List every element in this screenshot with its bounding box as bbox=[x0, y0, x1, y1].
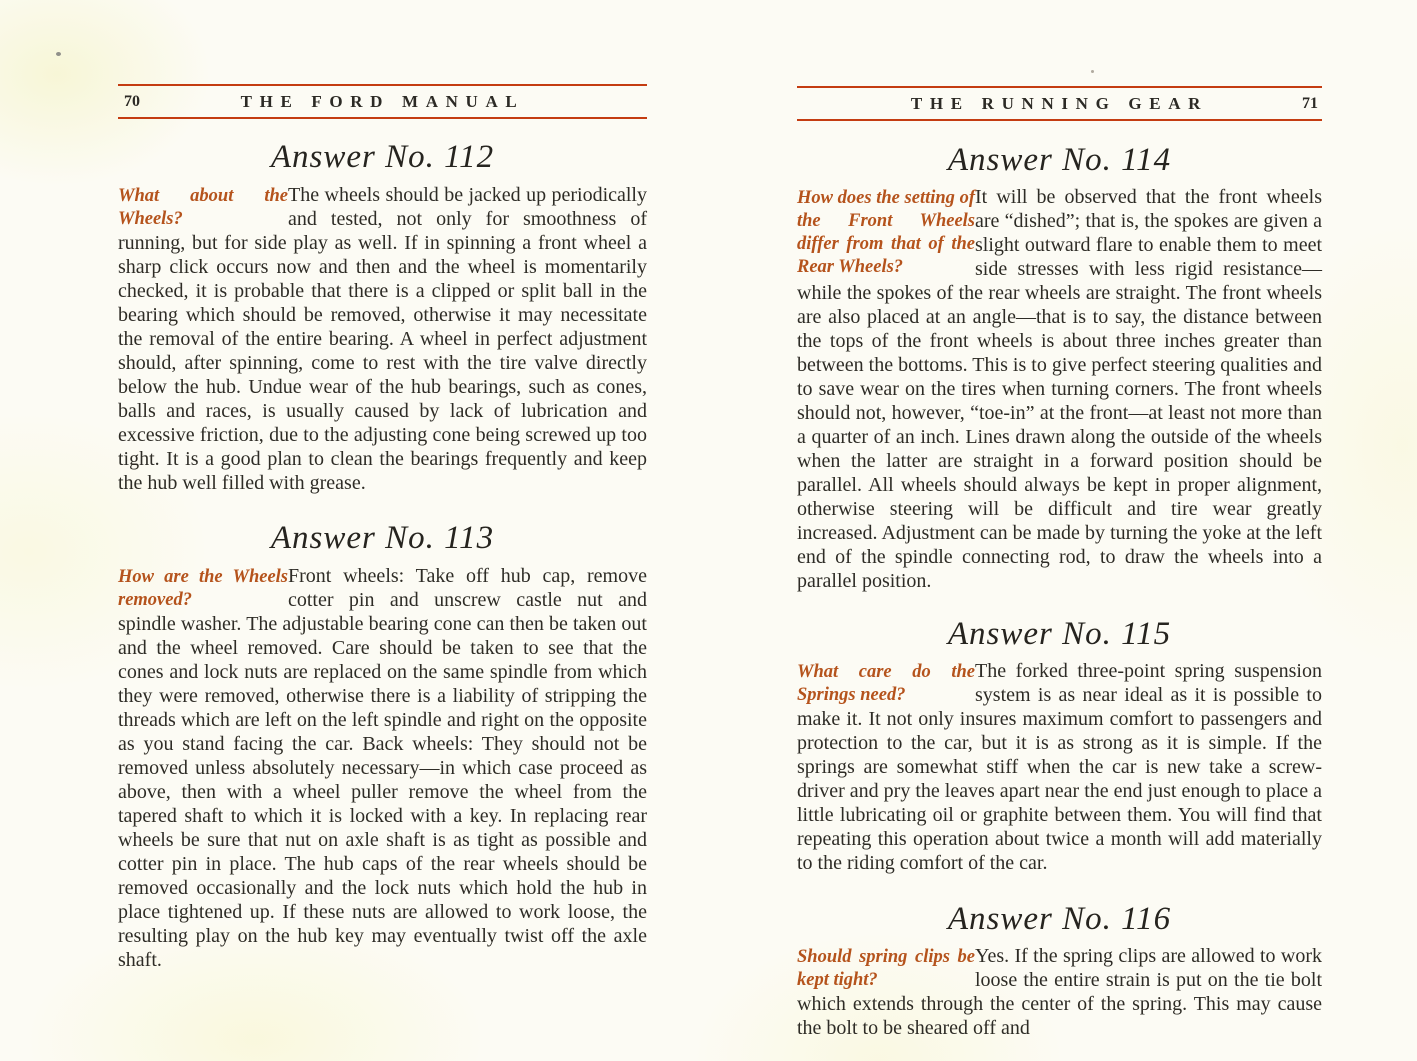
left-page bbox=[118, 84, 647, 972]
answer-115-body-text: The forked three-point spring suspension system is as near ideal as it is possible to make it. It not only insures maximum comfort to passengers and protection to the car, but it is as strong as it is simple. If the springs are somewhat stiff when the car is new take a screw-driver and pry the leaves apart near the end just enough to place a little lubricating oil or graphite between them. You will find that repeating this operation about twice a month will add materially to the riding comfort of the car. bbox=[797, 660, 1322, 874]
answer-section-115 bbox=[797, 616, 1322, 875]
answer-112-heading: Answer No. 112 bbox=[270, 139, 495, 175]
answer-112-body-text: The wheels should be jacked up periodically and tested, not only for smoothness of running, but for side play as well. If in spinning a front wheel a sharp click occurs now and then and the wheel is momentarily checked, it is probable that there is a clipped or split ball in the bearing which should be removed, otherwise it may necessitate the removal of the entire bearing. A wheel in perfect adjustment should, after spinning, come to rest with the tire valve directly below the hub. Undue wear of the hub bearings, such as cones, balls and races, is usually caused by lack of lubrication and excessive friction, due to the adjusting cone being screwed up too tight. It is a good plan to clean the bearings frequently and keep the hub well filled with grease. bbox=[118, 184, 647, 494]
scan-speck bbox=[56, 52, 61, 56]
right-page-header bbox=[797, 86, 1322, 121]
answer-section-112 bbox=[118, 139, 647, 495]
answer-116-body-text: Yes. If the spring clips are allowed to work loose the entire strain is put on the tie bolt which extends through the center of the spring. This may cause the bolt to be sheared off and bbox=[797, 945, 1322, 1039]
left-running-title: THE FORD MANUAL bbox=[240, 91, 525, 111]
answer-116-margin-note: Should spring clips be kept tight? bbox=[797, 947, 975, 990]
answer-113-paragraph bbox=[118, 564, 647, 972]
answer-112-margin-note: What about the Wheels? bbox=[118, 186, 288, 229]
answer-section-113 bbox=[118, 520, 647, 972]
answer-115-heading: Answer No. 115 bbox=[947, 616, 1172, 652]
left-page-header bbox=[118, 84, 647, 119]
answer-113-body-text: Front wheels: Take off hub cap, remove cotter pin and unscrew castle nut and spindle washer. The adjustable bearing cone can then be taken out and the wheel removed. Care should be taken to see that the cones and lock nuts are replaced on the same spindle from which they were removed, otherwise there is a liability of stripping the threads which are left on the left spindle and right on the opposite as you stand facing the car. Back wheels: They should not be removed unless absolutely necessary—in which case proceed as above, then with a wheel puller remove the wheel from the tapered shaft to which it is locked with a key. In replacing rear wheels be sure that nut on axle shaft is as tight as possible and cotter pin in place. The hub caps of the rear wheels should be removed occasionally and the lock nuts which hold the hub in place tightened up. If these nuts are allowed to work loose, the resulting play on the hub key may eventually twist off the axle shaft. bbox=[118, 565, 647, 971]
answer-114-margin-note: How does the setting of the Front Wheels differ from that of the Rear Wheels? bbox=[797, 188, 975, 277]
answer-115-paragraph bbox=[797, 659, 1322, 875]
right-page bbox=[797, 86, 1322, 1040]
answer-114-body-text: It will be observed that the front wheels are “dished”; that is, the spokes are given a slight outward flare to enable them to meet side stresses with less rigid resistance—while the spokes of the rear wheels are straight. The front wheels are also placed at an angle—that is to say, the distance between the tops of the front wheels is about three inches greater than between the bottoms. This is to give perfect steering qualities and to save wear on the tires when turning corners. The front wheels should not, however, “toe-in” at the front—at least not more than a quarter of an inch. Lines drawn along the outside of the wheels when the latter are straight in a forward position should be parallel. All wheels should always be kept in proper alignment, otherwise steering will be difficult and tire wear greatly increased. Adjustment can be made by turning the yoke at the left end of the spindle connecting rod, to draw the wheels into a parallel position. bbox=[797, 186, 1322, 592]
answer-113-heading: Answer No. 113 bbox=[270, 520, 495, 556]
answer-114-heading: Answer No. 114 bbox=[947, 142, 1172, 178]
right-running-title: THE RUNNING GEAR bbox=[910, 93, 1209, 113]
scan-speck bbox=[1091, 70, 1094, 73]
answer-section-116 bbox=[797, 901, 1322, 1040]
answer-115-margin-note: What care do the Springs need? bbox=[797, 662, 975, 705]
answer-114-paragraph bbox=[797, 185, 1322, 593]
answer-113-margin-note: How are the Wheels removed? bbox=[118, 567, 288, 610]
answer-116-paragraph bbox=[797, 944, 1322, 1040]
left-page-number: 70 bbox=[124, 92, 140, 110]
answer-section-114 bbox=[797, 142, 1322, 593]
answer-116-heading: Answer No. 116 bbox=[947, 901, 1172, 937]
answer-112-paragraph bbox=[118, 183, 647, 495]
right-page-number: 71 bbox=[1302, 94, 1318, 112]
